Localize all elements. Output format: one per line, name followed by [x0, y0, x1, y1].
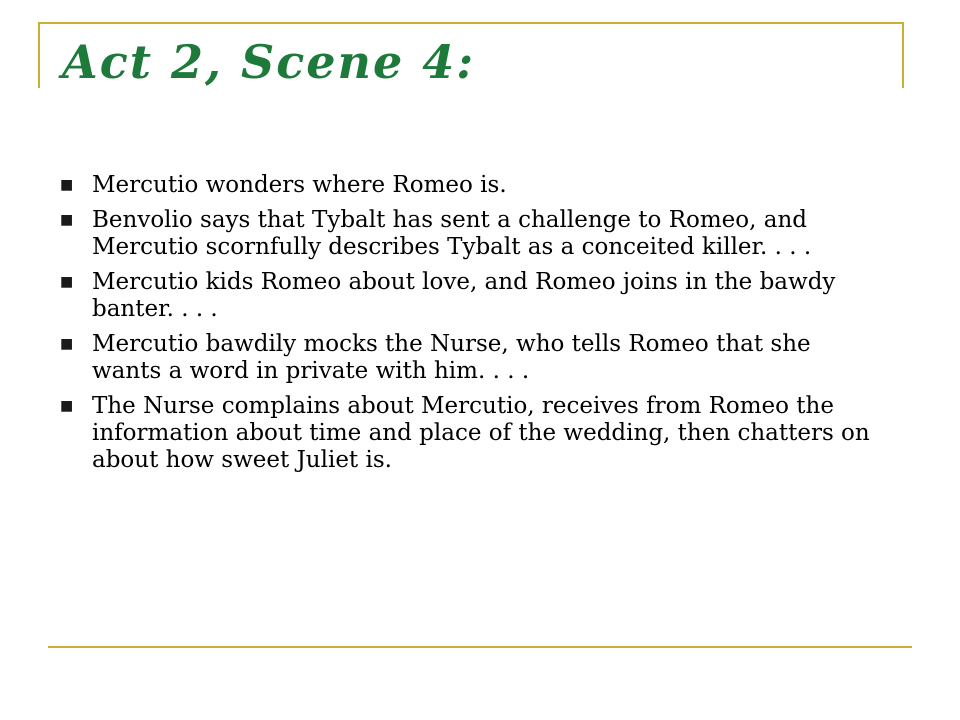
- bottom-rule: [48, 646, 912, 648]
- bullet-text: Mercutio wonders where Romeo is.: [92, 172, 507, 198]
- square-bullet-icon: ■: [60, 398, 74, 414]
- right-rule: [902, 22, 904, 88]
- bullet-text: Mercutio kids Romeo about love, and Romeo joins in the bawdy banter. . . .: [92, 269, 836, 322]
- bullet-text: Mercutio bawdily mocks the Nurse, who tells Romeo that she wants a word in private with him. . . .: [92, 331, 811, 384]
- bullet-item: [60, 172, 880, 199]
- bullet-list: [60, 172, 880, 482]
- bullet-item: [60, 331, 880, 385]
- bullet-item: [60, 269, 880, 323]
- top-rule: [38, 22, 904, 24]
- bullet-item: [60, 207, 880, 261]
- bullet-item: [60, 393, 880, 474]
- square-bullet-icon: ■: [60, 274, 74, 290]
- square-bullet-icon: ■: [60, 177, 74, 193]
- square-bullet-icon: ■: [60, 336, 74, 352]
- slide-title: Act 2, Scene 4:: [62, 35, 476, 89]
- left-rule: [38, 22, 40, 88]
- square-bullet-icon: ■: [60, 212, 74, 228]
- bullet-text: The Nurse complains about Mercutio, receives from Romeo the information about time and place of the wedding, then chatters on about how sweet Juliet is.: [92, 393, 870, 473]
- bullet-text: Benvolio says that Tybalt has sent a challenge to Romeo, and Mercutio scornfully describes Tybalt as a conceited killer. . . .: [92, 207, 812, 260]
